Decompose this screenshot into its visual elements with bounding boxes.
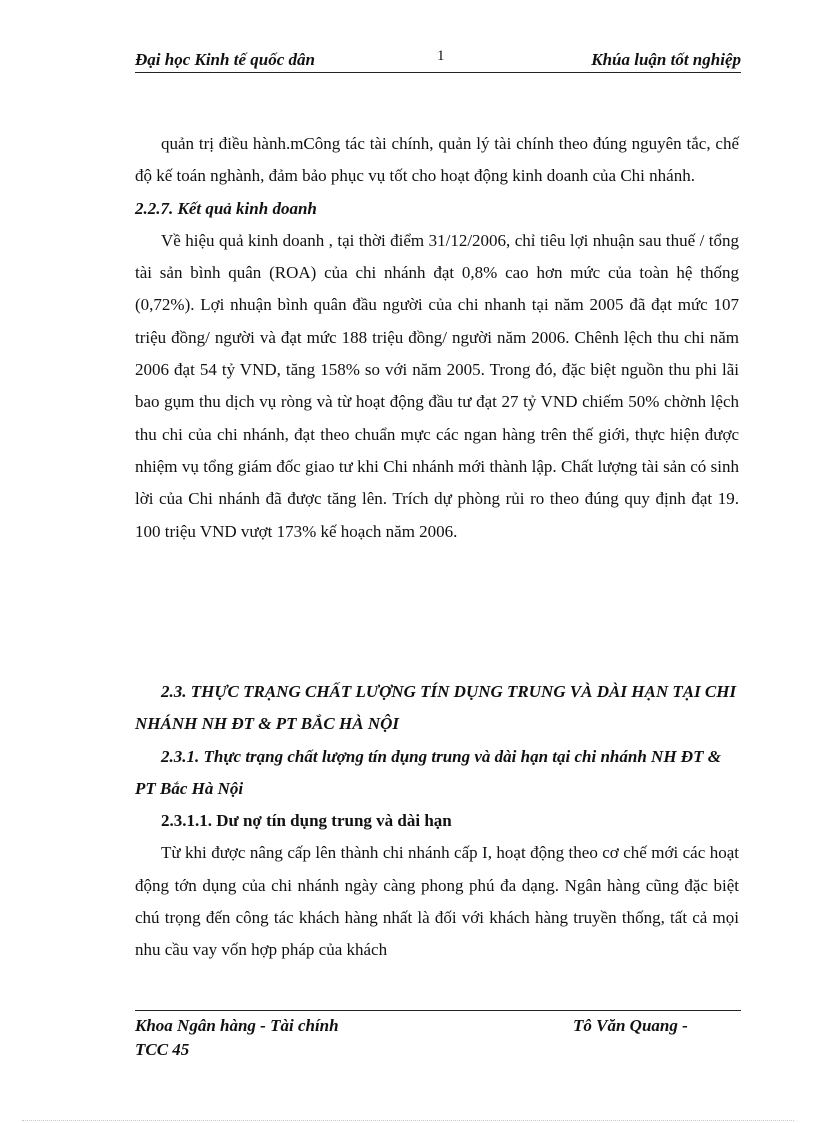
paragraph-business-results: Về hiệu quả kinh doanh , tại thời điểm 31/12/2006, chỉ tiêu lợi nhuận sau thuế / tổng tài sản bình quân (ROA) của chi nhánh đạt 0,8% cao hơn mức của toàn hệ thống (0,72%). Lợi nhuận bình quân đầu người của chi nhanh tại năm 2005 đã đạt mức 107 triệu đồng/ người và đạt mức 188 triệu đồng/ người năm 2006. Chênh lệch thu chi năm 2006 đạt 54 tỷ VND, tăng 158% so với năm 2005. Trong đó, đặc biệt nguồn thu phi lãi bao gụm thu dịch vụ ròng và từ hoạt động đầu tư đạt 27 tỷ VND chiếm 50% chờnh lệch thu chi của chi nhánh, đạt theo chuẩn mực các ngan hàng trên thế giới, thực hiện được nhiệm vụ tổng giám đốc giao tư khi Chi nhánh mới thành lập. Chất lượng tài sản có sinh lời của Chi nhánh đã được tăng lên. Trích dự phòng rủi ro theo đúng quy định đạt 19. 100 triệu VND vượt 173% kế hoạch năm 2006. [135, 230, 739, 541]
heading-2-3-1: 2.3.1. Thực trạng chất lượng tín dụng trung và dài hạn tại chi nhánh NH ĐT & PT Bắc Hà Nội [135, 746, 721, 798]
page-bottom-edge [22, 1120, 794, 1121]
page-number: 1 [437, 48, 445, 64]
page-header [135, 48, 741, 73]
paragraph-management: quản trị điều hành.mCông tác tài chính, quản lý tài chính theo đúng nguyên tắc, chế độ kế toán nghành, đảm bảo phục vụ tốt cho hoạt động kinh doanh của Chi nhánh. [135, 134, 739, 186]
footer-author: Tô Văn Quang - [573, 1016, 688, 1035]
page-footer [135, 1010, 741, 1059]
heading-2-3: 2.3. THỰC TRẠNG CHẤT LƯỢNG TÍN DỤNG TRUNG VÀ DÀI HẠN TẠI CHI NHÁNH NH ĐT & PT BẮC HÀ NỘI [135, 682, 737, 734]
heading-2-2-7: 2.2.7. Kết quả kinh doanh [135, 198, 317, 218]
heading-2-3-1-1: 2.3.1.1. Dư nợ tín dụng trung và dài hạn [161, 811, 452, 831]
footer-class: TCC 45 [135, 1040, 190, 1059]
footer-faculty: Khoa Ngân hàng - Tài chính [135, 1016, 339, 1035]
body-block-1 [135, 128, 739, 548]
body-block-2 [135, 676, 739, 967]
header-thesis-title: Khúa luận tốt nghiệp [591, 50, 741, 69]
header-university: Đại học Kinh tế quốc dân [135, 50, 315, 69]
paragraph-credit-balance: Từ khi được nâng cấp lên thành chi nhánh cấp I, hoạt động theo cơ chế mới các hoạt động tớn dụng của chi nhánh ngày càng phong phú đa dạng. Ngân hàng cũng đặc biệt chú trọng đến công tác khách hàng nhất là đối với khách hàng truyền thống, tất cả mọi nhu cầu vay vốn hợp pháp của khách [135, 843, 739, 960]
